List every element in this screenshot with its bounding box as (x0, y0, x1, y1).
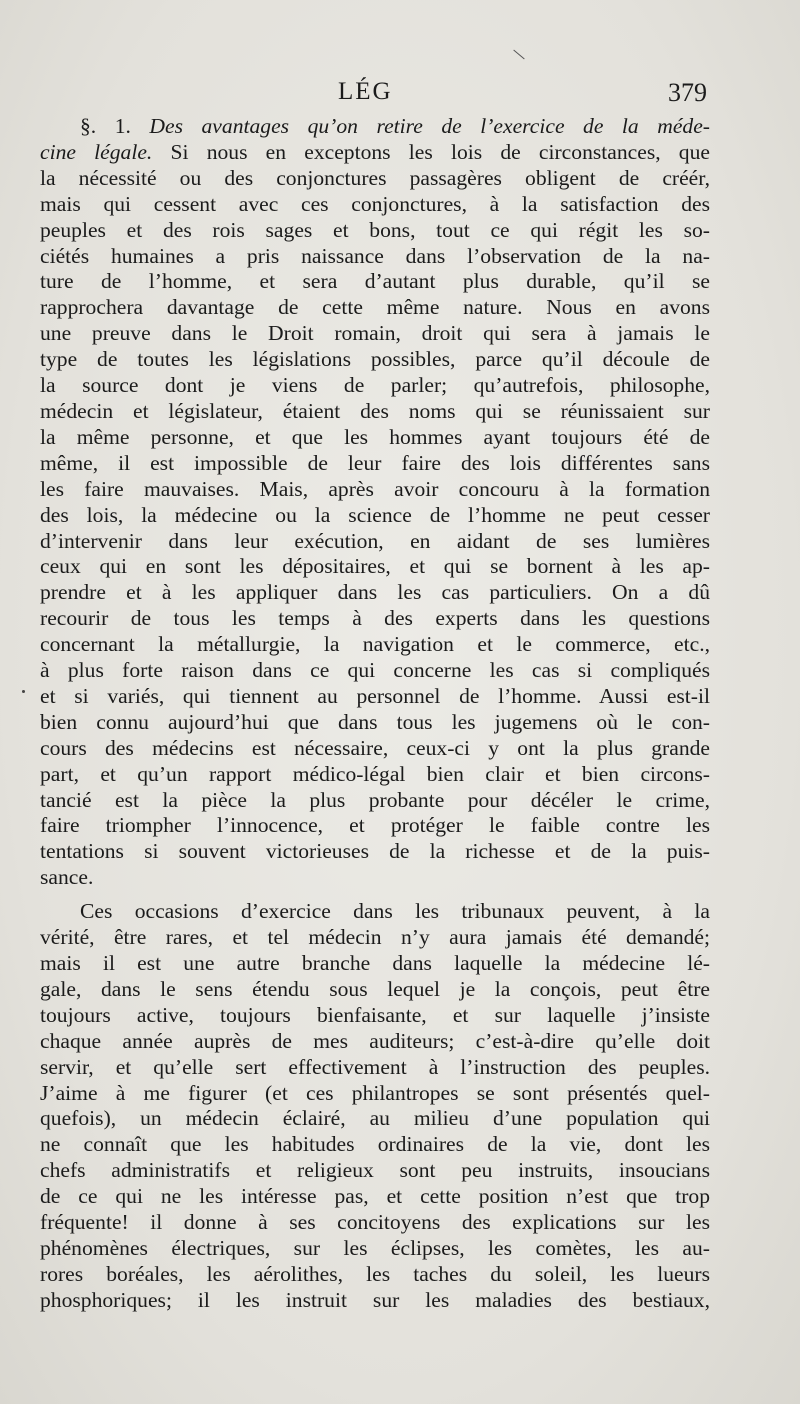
running-head: LÉG (338, 78, 393, 105)
text-line: ciétés humaines a pris naissance dans l’observation de la na- (40, 243, 710, 268)
text-line: sance. (40, 865, 94, 890)
text-line: mais qui cessent avec ces conjonctures, à la satisfaction des (40, 191, 710, 216)
text-line: quefois), un médecin éclairé, au milieu d’une population qui (40, 1106, 710, 1131)
text-line: prendre et à les appliquer dans les cas particuliers. On a dû (40, 580, 710, 605)
text-line: phénomènes électriques, sur les éclipses, les comètes, les au- (40, 1235, 710, 1260)
text-line (40, 114, 710, 140)
text-line: toujours active, toujours bienfaisante, et sur laquelle j’insiste (40, 1002, 710, 1027)
text-line: d’intervenir dans leur exécution, en aidant de ses lumières (40, 528, 710, 553)
text-line-rest: Si nous en exceptons les lois de circonstances, que (170, 139, 710, 164)
text-line: vérité, être rares, et tel médecin n’y aura jamais été demandé; (40, 925, 710, 950)
text-line: médecin et législateur, étaient des noms qui se réunissaient sur (40, 398, 710, 423)
text-line: rapprochera davantage de cette même nature. Nous en avons (40, 295, 710, 320)
text-line: la même personne, et que les hommes ayant toujours été de (40, 424, 710, 449)
text-line: Ces occasions d’exercice dans les tribunaux peuvent, à la (80, 899, 710, 924)
text-line: et si variés, qui tiennent au personnel de l’homme. Aussi est-il (40, 683, 710, 708)
text-line: rores boréales, les aérolithes, les taches du soleil, les lueurs (40, 1261, 710, 1286)
paragraph-gap (40, 891, 710, 899)
text-line: ture de l’homme, et sera d’autant plus durable, qu’il se (40, 269, 710, 294)
text-line: mais il est une autre branche dans laquelle la médecine lé- (40, 951, 710, 975)
text-line: une preuve dans le Droit romain, droit qui sera à jamais le (40, 321, 710, 346)
text-line: concernant la métallurgie, la navigation et le commerce, etc., (40, 632, 710, 657)
text-line: cours des médecins est nécessaire, ceux-ci y ont la plus grande (40, 735, 710, 760)
text-line: type de toutes les législations possibles, parce qu’il découle de (40, 347, 710, 372)
text-line: des lois, la médecine ou la science de l’homme ne peut cesser (40, 502, 710, 527)
text-line: bien connu aujourd’hui que dans tous les jugemens où le con- (40, 709, 710, 734)
text-line: les faire mauvaises. Mais, après avoir concouru à la formation (40, 476, 710, 501)
page-header (0, 78, 800, 112)
text-line: même, il est impossible de leur faire des lois différentes sans (40, 450, 710, 475)
text-line: J’aime à me figurer (et ces philantropes se sont présentés quel- (40, 1080, 710, 1105)
text-line: faire triompher l’innocence, et protéger le faible contre les (40, 813, 710, 838)
text-line (40, 140, 710, 166)
text-line: peuples et des rois sages et bons, tout ce qui régit les so- (40, 217, 710, 242)
text-line: gale, dans le sens étendu sous lequel je la conçois, peut être (40, 976, 710, 1001)
section-mark: §. 1. (80, 114, 131, 138)
paragraph-2 (40, 899, 710, 1314)
text-line: la nécessité ou des conjonctures passagères obligent de créér, (40, 165, 710, 190)
page-number: 379 (668, 78, 707, 107)
text-line: phosphoriques; il les instruit sur les maladies des bestiaux, (40, 1287, 710, 1312)
text-line: à plus forte raison dans ce qui concerne les cas si compliqués (40, 658, 710, 683)
text-line: servir, et qu’elle sert effectivement à l’instruction des peuples. (40, 1054, 710, 1079)
text-line: ne connaît que les habitudes ordinaires de la vie, dont les (40, 1132, 710, 1157)
text-line: ceux qui en sont les dépositaires, et qui se bornent à les ap- (40, 554, 710, 579)
section-title-cont: cine légale. (40, 139, 153, 164)
text-line: la source dont je viens de parler; qu’autrefois, philosophe, (40, 373, 710, 398)
text-line: part, et qu’un rapport médico-légal bien clair et bien circons- (40, 761, 710, 786)
paragraph-1 (40, 114, 710, 891)
body-text (40, 114, 710, 1314)
text-line: tentations si souvent victorieuses de la richesse et de la puis- (40, 839, 710, 864)
text-line: fréquente! il donne à ses concitoyens des explications sur les (40, 1210, 710, 1235)
section-title: Des avantages qu’on retire de l’exercice de la méde- (149, 114, 710, 138)
text-line: chefs administratifs et religieux sont peu instruits, insoucians (40, 1158, 710, 1183)
text-line: tancié est la pièce la plus probante pour décéler le crime, (40, 787, 710, 812)
margin-dot (22, 690, 25, 693)
text-line: recourir de tous les temps à des experts dans les questions (40, 606, 710, 631)
text-line: de ce qui ne les intéresse pas, et cette position n’est que trop (40, 1184, 710, 1209)
stray-mark (513, 50, 524, 60)
text-line: chaque année auprès de mes auditeurs; c’est-à-dire qu’elle doit (40, 1028, 710, 1053)
